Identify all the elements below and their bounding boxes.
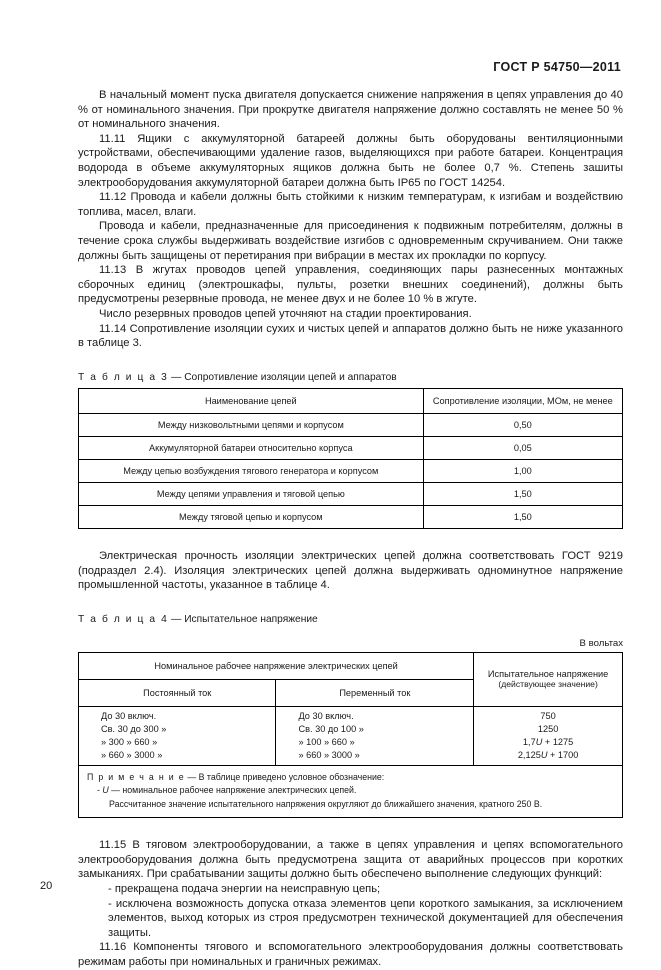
table4-dc-value: Св. 30 до 300 » — [101, 723, 167, 734]
table3-header-resistance: Сопротивление изоляции, МОм, не менее — [423, 389, 622, 414]
table4-header-test — [474, 652, 623, 706]
standard-number: ГОСТ Р 54750—2011 — [493, 60, 621, 74]
table3-cell-value: 1,50 — [423, 483, 622, 506]
table3-cell-value: 0,50 — [423, 414, 622, 437]
table4-cell-test-list — [474, 706, 623, 765]
table-row — [79, 437, 623, 460]
table4-header-ac: Переменный ток — [276, 679, 474, 706]
paragraph-11-12: 11.12 Провода и кабели должны быть стойкими к низким температурам, к изгибам и воздействию топлива, масел, влаги. — [78, 191, 623, 218]
spacer — [78, 361, 623, 371]
table3-cell-circuit: Между тяговой цепью и корпусом — [79, 506, 424, 529]
table3-cell-value: 1,00 — [423, 460, 622, 483]
table-header-row — [79, 389, 623, 414]
table4-header-test-sub: (действующее значение) — [498, 679, 598, 690]
paragraph-reserve-wires: Число резервных проводов цепей уточняют на стадии проектирования. — [99, 307, 472, 320]
paragraph-cables: Провода и кабели, предназначенные для присоединения к подвижным потребителям, должны в течение срока службы выдерживать воздействие изгибов с одновременным скручиванием. Они также должны быть защищены от перетирания при вибрации в местах их прокладки по корпусу. — [78, 220, 623, 262]
paragraph-intro: В начальный момент пуска двигателя допускается снижение напряжения в цепях управления до 40 % от номинального значения. При прокрутке двигателя напряжение должно составлять не менее 50 % от номинального значения. — [78, 89, 623, 131]
table4-cell-ac-list — [276, 706, 474, 765]
table4-header-group: Номинальное рабочее напряжение электрических цепей — [79, 652, 474, 679]
table-row — [79, 483, 623, 506]
table4-test-value: 1250 — [537, 723, 559, 734]
spacer — [78, 593, 623, 603]
table-header-row — [79, 652, 623, 679]
spacer — [78, 529, 623, 539]
table4-units-note: В вольтах — [579, 637, 623, 649]
paragraph-11-15-item1: - прекращена подача энергии на неисправную цепь; — [108, 882, 381, 895]
table4-dc-value: » 300 » 660 » — [101, 736, 158, 747]
table-row — [79, 706, 623, 765]
table3-header-circuit: Наименование цепей — [79, 389, 424, 414]
table4-note-text: — В таблице приведено условное обозначение: — [184, 771, 385, 782]
table4-cell-dc-list — [79, 706, 276, 765]
table3-caption-text: — Сопротивление изоляции цепей и аппаратов — [168, 371, 397, 383]
table3-cell-circuit: Между цепями управления и тяговой цепью — [79, 483, 424, 506]
paragraph-11-14: 11.14 Сопротивление изоляции сухих и чистых цепей и аппаратов должно быть не ниже указанного в таблице 3. — [78, 322, 623, 350]
table4-dc-value: До 30 включ. — [101, 710, 157, 721]
table3-caption-label: Т а б л и ц а 3 — [78, 371, 169, 383]
table4-note-line1: - U — номинальное рабочее напряжение электрических цепей. — [97, 785, 357, 796]
spacer — [78, 628, 623, 638]
table4-header-test-main: Испытательное напряжение — [487, 669, 609, 680]
table-test-voltage — [78, 652, 623, 819]
spacer — [78, 539, 623, 549]
table4-test-value: 1,7U + 1275 — [522, 736, 574, 747]
table4-dc-value: » 660 » 3000 » — [101, 749, 163, 760]
table4-test-value: 750 — [540, 710, 556, 721]
table-note-row — [79, 765, 623, 818]
table4-note — [79, 765, 623, 818]
spacer — [78, 818, 623, 828]
page-content — [78, 88, 623, 970]
table4-test-value: 2,125U + 1700 — [517, 749, 579, 760]
table4-ac-value: До 30 включ. — [298, 710, 354, 721]
paragraph-dielectric-strength: Электрическая прочность изоляции электрических цепей должна соответствовать ГОСТ 9219 (подраздел 2.4). Изоляция электрических цепей должна выдерживать одноминутное напряжение промышленной частоты, указанное в таблице 4. — [78, 550, 623, 592]
table4-ac-value: » 100 » 660 » — [298, 736, 355, 747]
table-row — [79, 506, 623, 529]
spacer — [78, 828, 623, 838]
table-row — [79, 414, 623, 437]
spacer — [78, 351, 623, 361]
table3-cell-circuit: Между низковольтными цепями и корпусом — [79, 414, 424, 437]
table-insulation-resistance — [78, 388, 623, 529]
table-row — [79, 460, 623, 483]
table4-header-dc: Постоянный ток — [79, 679, 276, 706]
table3-cell-value: 1,50 — [423, 506, 622, 529]
page-header — [493, 60, 621, 74]
table4-caption-label: Т а б л и ц а 4 — [78, 614, 169, 626]
table3-cell-circuit: Аккумуляторной батареи относительно корпуса — [79, 437, 424, 460]
paragraph-11-13: 11.13 В жгутах проводов цепей управления, соединяющих пары разнесенных монтажных сборочных единиц (электрошкафы, пульты, розетки внешних соединений), должны быть предусмотрены резервные провода, не менее двух и не более 10 % в жгуте. — [78, 264, 623, 306]
table4-note-line2: Рассчитанное значение испытательного напряжения округляют до ближайшего значения, кратного 250 В. — [109, 798, 543, 809]
spacer — [78, 603, 623, 613]
table4-note-label: П р и м е ч а н и е — [87, 771, 185, 782]
table3-cell-circuit: Между цепью возбуждения тягового генератора и корпусом — [79, 460, 424, 483]
table3-cell-value: 0,05 — [423, 437, 622, 460]
table3-caption — [78, 371, 623, 386]
paragraph-11-16: 11.16 Компоненты тягового и вспомогательного электрооборудования должны соответствовать режимам работы при номинальных и граничных режимах. — [78, 941, 623, 968]
table4-caption-text: — Испытательное напряжение — [168, 614, 318, 626]
table4-caption — [78, 613, 623, 628]
paragraph-11-15-item2: - исключена возможность допуска отказа элементов цепи короткого замыкания, за исключением элементов, выход которых из строя предусмотрен технической документацией для обеспечения защиты. — [108, 897, 623, 939]
paragraph-11-11: 11.11 Ящики с аккумуляторной батареей должны быть оборудованы вентиляционными устройствами, обеспечивающими удаление газов, выделяющихся при работе батареи. Концентрация водорода в объеме аккумуляторных ящиков должна быть не более 0,7 %. Степень зашиты электрооборудования аккумуляторной батареи должна быть IP65 по ГОСТ 14254. — [78, 132, 623, 189]
paragraph-11-15: 11.15 В тяговом электрооборудовании, а также в цепях управления и цепях вспомогательного электрооборудования должна быть предусмотрена защита от аварийных процессов при коротких замыканиях. При срабатывании защиты должно быть обеспечено выполнение следующих функций: — [78, 839, 623, 881]
page-number: 20 — [40, 880, 53, 892]
table4-ac-value: Св. 30 до 100 » — [298, 723, 364, 734]
table4-ac-value: » 660 » 3000 » — [298, 749, 360, 760]
